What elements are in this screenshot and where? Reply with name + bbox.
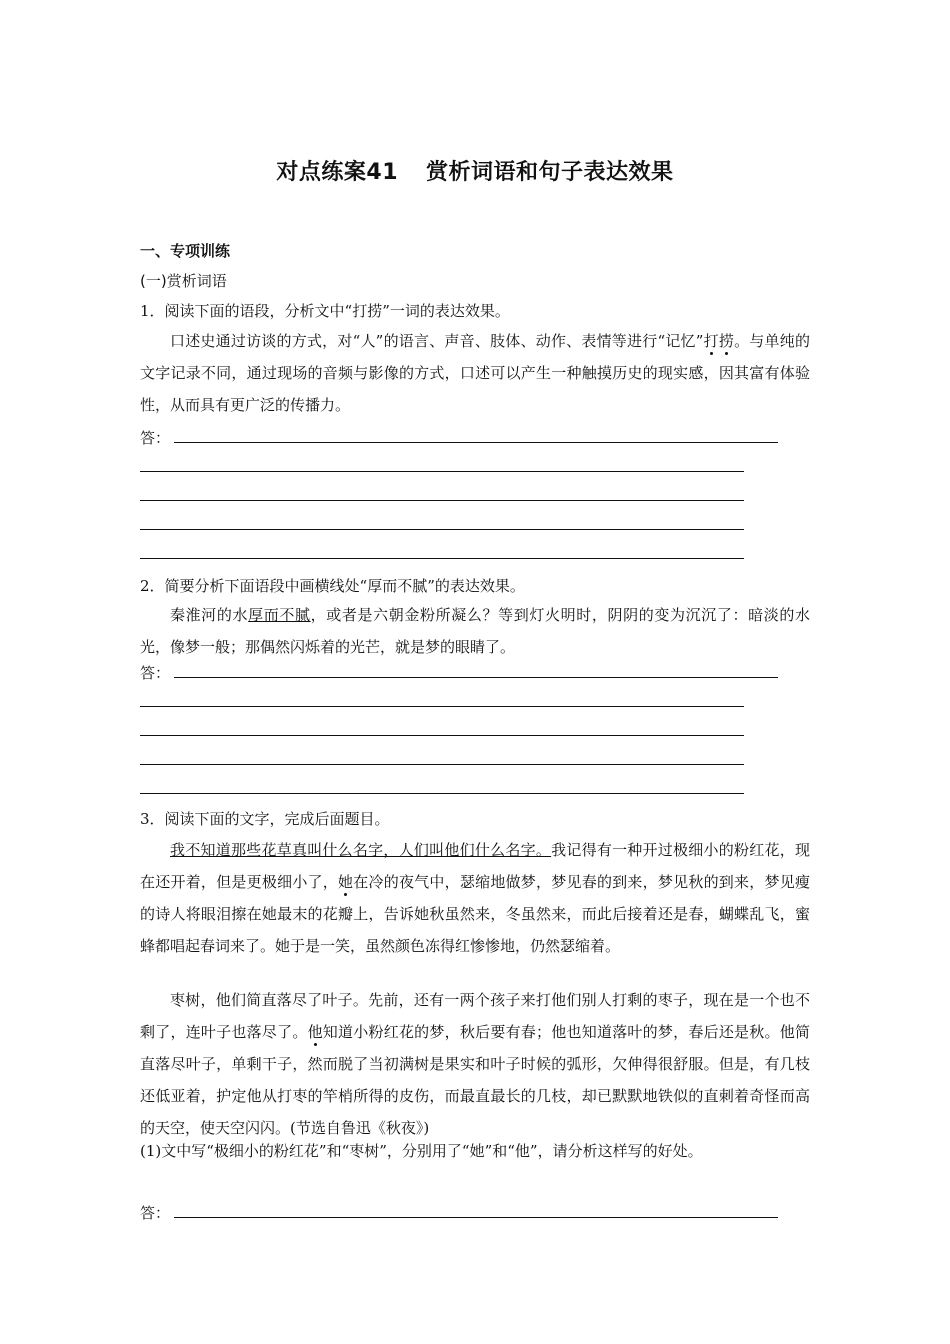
q2-text-after: ，或者是六朝金粉所凝么？等到灯火明时，阴阴的变为沉沉了：暗淡的水光，像梦一般；那偶然闪烁着的光芒，就是梦的眼睛了。 bbox=[140, 606, 810, 656]
q1-emphasis-char-2: 捞 bbox=[718, 332, 735, 350]
title-part-1: 对点练案41 bbox=[276, 160, 399, 185]
q3-underlined-sentence: 我不知道那些花草真叫什么名字，人们叫他们什么名字。 bbox=[170, 841, 552, 859]
question-2-prompt: 2．简要分析下面语段中画横线处“厚而不腻”的表达效果。 bbox=[140, 577, 525, 595]
question-1-passage bbox=[140, 325, 810, 421]
answer-field-1[interactable] bbox=[140, 427, 170, 448]
question-3-prompt: 3．阅读下面的文字，完成后面题目。 bbox=[140, 810, 390, 828]
q3-p2-text-a: 枣树，他们简直落尽了叶子。先前，还有一两个孩子来打他们别人打剩的枣子，现在是一个也不剩了，连叶子也落尽了。 bbox=[140, 991, 810, 1041]
question-3-passage-1 bbox=[140, 834, 810, 962]
question-2-passage bbox=[140, 599, 810, 663]
answer-line[interactable] bbox=[140, 764, 744, 765]
question-1-prompt: 1．阅读下面的语段，分析文中“打捞”一词的表达效果。 bbox=[140, 302, 510, 320]
title-part-2: 赏析词语和句子表达效果 bbox=[426, 160, 674, 185]
section-heading: 一、专项训练 bbox=[140, 242, 231, 260]
answer-line[interactable] bbox=[140, 706, 744, 707]
answer-line[interactable] bbox=[140, 735, 744, 736]
answer-label: 答： bbox=[140, 429, 171, 447]
q3-emphasis-she: 她 bbox=[338, 873, 354, 891]
q2-underlined-phrase: 厚而不腻 bbox=[248, 606, 311, 624]
q3-p2-text-b: 知道小粉红花的梦，秋后要有春；他也知道落叶的梦，春后还是秋。他简直落尽叶子，单剩干子，然而脱了当初满树是果实和叶子时候的弧形，欠伸得很舒服。但是，有几枝还低亚着，护定他从打枣的竿梢所得的皮伤，而最直最长的几枝，却已默默地铁似的直刺着奇怪而高的天空，使天空闪闪。(节选自鲁迅《秋夜》) bbox=[140, 1023, 810, 1137]
answer-line bbox=[174, 1217, 778, 1218]
answer-field-3[interactable] bbox=[140, 1202, 170, 1223]
q1-text-after: 。与单纯的文字记录不同，通过现场的音频与影像的方式，口述可以产生一种触摸历史的现实感，因其富有体验性，从而具有更广泛的传播力。 bbox=[140, 332, 810, 414]
page-title bbox=[0, 155, 950, 186]
answer-line bbox=[174, 677, 778, 678]
q3-p1-text-a: 我记得有一种开过极细小的粉红花，现在还开着，但是更极细小了， bbox=[140, 841, 810, 891]
answer-field-2[interactable] bbox=[140, 662, 170, 683]
q3-emphasis-he: 他 bbox=[307, 1023, 323, 1041]
q3-p1-text-b: 在冷的夜气中，瑟缩地做梦，梦见春的到来，梦见秋的到来，梦见瘦的诗人将眼泪擦在她最末的花瓣上，告诉她秋虽然来，冬虽然来，而此后接着还是春，蝴蝶乱飞，蜜蜂都唱起春词来了。她于是一笑，虽然颜色冻得红惨惨地，仍然瑟缩着。 bbox=[140, 873, 810, 955]
answer-line[interactable] bbox=[140, 558, 744, 559]
answer-line[interactable] bbox=[140, 793, 744, 794]
question-3-subquestion-1: (1)文中写“极细小的粉红花”和“枣树”，分别用了“她”和“他”，请分析这样写的好处。 bbox=[140, 1142, 703, 1160]
q2-text-before: 秦淮河的水 bbox=[170, 606, 249, 624]
answer-line[interactable] bbox=[140, 471, 744, 472]
subsection-heading: (一)赏析词语 bbox=[140, 272, 227, 290]
q1-text-before: 口述史通过访谈的方式，对“人”的语言、声音、肢体、动作、表情等进行“记忆” bbox=[170, 332, 704, 350]
answer-label: 答： bbox=[140, 664, 171, 682]
question-3-passage-2 bbox=[140, 984, 810, 1144]
q1-emphasis-char-1: 打 bbox=[703, 332, 719, 350]
answer-line[interactable] bbox=[140, 500, 744, 501]
answer-label: 答： bbox=[140, 1204, 171, 1222]
answer-line bbox=[174, 442, 778, 443]
answer-line[interactable] bbox=[140, 529, 744, 530]
